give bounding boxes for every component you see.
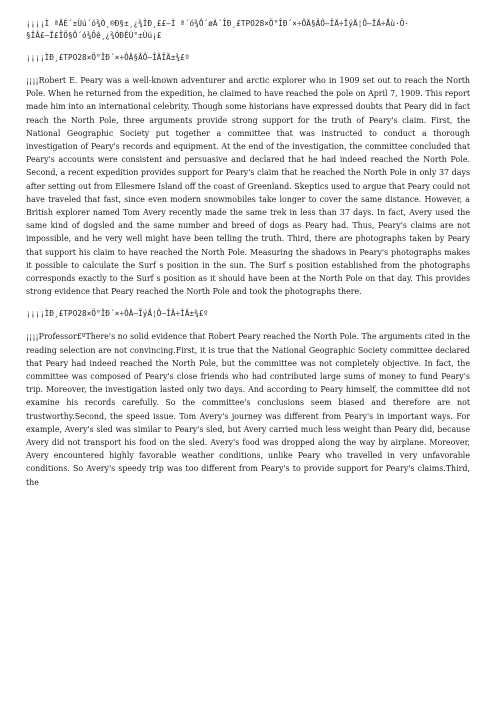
garbled-header bbox=[26, 18, 470, 42]
listening-transcript: ¡¡¡¡Professor£ºThere's no solid evidence that Robert Peary reached the North Pole. The arguments cited in the reading selection are not convincing.First, it is true that the National Geographic Society committee declared that Peary had indeed reached the North Pole, but the committee was not completely objective. In fact, the committee was composed of Peary's close friends who had contributed large sums of money to fund Peary's trip. Moreover, the investigation lasted only two days. And according to Peary himself, the committee did not examine his records carefully. So the committee's conclusions seem biased and therefore are not trustworthy.Second, the speed issue. Tom Avery's journey was different from Peary's in important ways. For example, Avery's sled was similar to Peary's sled, but Avery carried much less weight than Peary did, because Avery did not transport his food on the sled. Avery's food was dropped along the way by airplane. Moreover, Avery encountered highly favorable weather conditions, unlike Peary who travelled in very unfavorable conditions. So Avery's speedy trip was too different from Peary's to provide support for Peary's claims.Third, the bbox=[26, 332, 470, 487]
reading-passage: ¡¡¡¡Robert E. Peary was a well-known adventurer and arctic explorer who in 1909 set out to reach the North Pole. When he returned from the expedition, he claimed to have reached the pole on April 7, 1909. This report made him into an international celebrity. Though some historians have expressed doubts that Peary did in fact reach the North Pole, three arguments provide strong support for the truth of Peary's claim. First, the National Geographic Society put together a committee that was instructed to conduct a thorough investigation of Peary's records and equipment. At the end of the investigation, the committee concluded that Peary's accounts were consistent and persuasive and declared that he had indeed reached the North Pole. Second, a recent expedition provides support for Peary's claim that he reached the North Pole in only 37 days after setting out from Ellesmere Island off the coast of Greenland. Skeptics used to argue that Peary could not have traveled that fast, since even modern snowmobiles take longer to cover the same distance. However, a British explorer named Tom Avery recently made the same trek in less than 37 days. In fact, Avery used the same kind of dogsled and the same number and breed of dogs as Peary had. Thus, Peary's claims are not impossible, and he very well might have been telling the truth. Third, there are photographs taken by Peary that support his claim to have reached the North Pole. Measuring the shadows in Peary's photographs makes it possible to calculate the Surf s position in the sun. The Surf s position established from the photographs corresponds exactly to the Surf s position as it should have been at the North Pole on that day. This provides strong evidence that Peary reached the North Pole and took the photographs there. bbox=[26, 76, 470, 297]
listening-section-heading: ¡¡¡¡ÌÐ¸£TPO28×Ö°ÎÐ´×÷ÔÄ–ÎýÄ¦Ô–ÎÄ÷ÎÄ±¾£º bbox=[26, 309, 209, 319]
garbled-header-line-2: §ÎÂ£–Ï£ÎÖ§Ô´ó¾Ôê¸¿¾ÓÐÊÚ°±Ùú¡£ bbox=[26, 31, 162, 40]
garbled-header-line-1: ¡¡¡¡Ì ªÄÉ´±Ùú´ó¾Ò¸®Ð§±¸¿¾ÌÐ¸££–Ì ª´ó¾Ô´øÀ´ÎÐ¸£TPO28×Ö°ÎÐ´×÷ÔÄ§ÂÔ–ÎÄ÷ÎýÄ¦Ô–ÎÄ÷Åù·Ö· bbox=[26, 19, 410, 28]
reading-section-heading: ¡¡¡¡ÌÐ¸£TPO28×Ö°ÎÐ´×÷ÔÄ§ÂÔ–ÎÄÎÄ±¾£º bbox=[26, 53, 190, 62]
